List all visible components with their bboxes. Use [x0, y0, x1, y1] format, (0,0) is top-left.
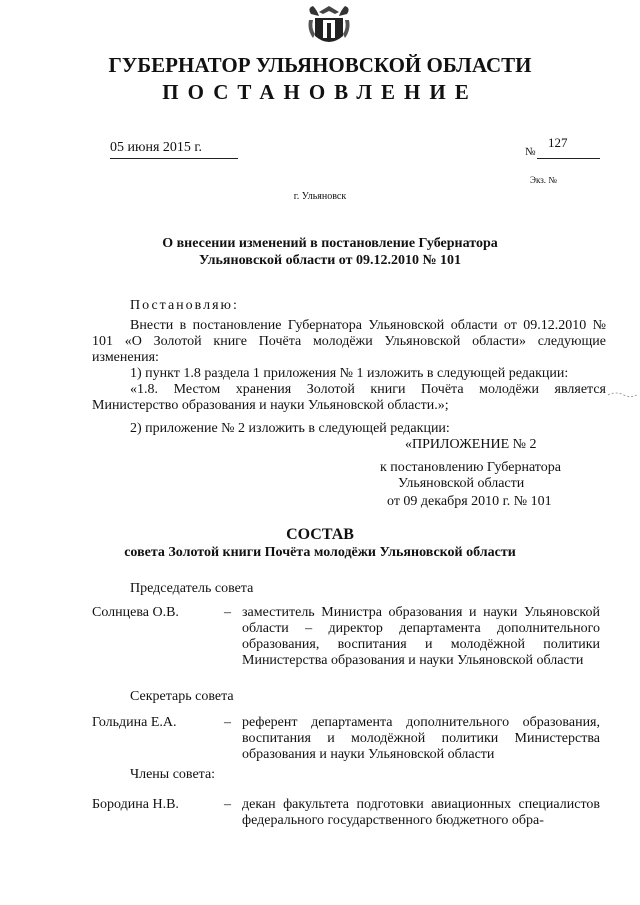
number-underline: [537, 158, 600, 159]
document-number: 127: [548, 135, 568, 150]
secretary-label: Секретарь совета: [130, 689, 234, 704]
member-name: Солнцева О.В.: [92, 605, 179, 620]
member-name: Бородина Н.В.: [92, 797, 179, 812]
appendix-line-4: от 09 декабря 2010 г. № 101: [387, 494, 552, 509]
member-description: заместитель Министра образования и науки Ульяновской области – директор департамента дополнительного образования, воспитания и молодёжной политики Министерства образования и науки Ульяновской области: [242, 605, 600, 668]
margin-mark: [606, 389, 640, 399]
appendix-title: «ПРИЛОЖЕНИЕ № 2: [405, 437, 537, 452]
governor-title: ГУБЕРНАТОР УЛЬЯНОВСКОЙ ОБЛАСТИ: [108, 53, 532, 77]
coat-of-arms-icon: [305, 4, 353, 50]
paragraph-1: Внести в постановление Губернатора Ульяновской области от 09.12.2010 № 101 «О Золотой книге Почёта молодёжи Ульяновской области» следующие изменения:: [92, 318, 606, 365]
appendix-line-3: Ульяновской области: [398, 476, 525, 491]
city: г. Ульяновск: [293, 191, 347, 202]
subject-line-1: О внесении изменений в постановление Губернатора: [162, 236, 498, 251]
composition-title: СОСТАВ: [286, 526, 354, 543]
member-dash: –: [224, 605, 231, 620]
item-1: 1) пункт 1.8 раздела 1 приложения № 1 изложить в следующей редакции:: [130, 366, 569, 381]
appendix-line-2: к постановлению Губернатора: [380, 460, 561, 475]
composition-subtitle: совета Золотой книги Почёта молодёжи Ульяновской области: [124, 545, 516, 560]
member-dash: –: [224, 715, 231, 730]
member-description: референт департамента дополнительного образования, воспитания и молодёжной политики Министерства образования и науки Ульяновской области: [242, 715, 600, 762]
copy-label: Экз. №: [530, 175, 557, 185]
document-type: ПОСТАНОВЛЕНИЕ: [162, 80, 478, 104]
number-label: №: [525, 146, 536, 158]
chair-label: Председатель совета: [130, 581, 254, 596]
member-name: Гольдина Е.А.: [92, 715, 177, 730]
member-dash: –: [224, 797, 231, 812]
member-description: декан факультета подготовки авиационных специалистов федерального государственного бюджетного обра-: [242, 797, 600, 828]
postanovlyayu: Постановляю:: [130, 298, 239, 313]
subject-line-2: Ульяновской области от 09.12.2010 № 101: [198, 253, 462, 268]
paragraph-2: «1.8. Местом хранения Золотой книги Почёта молодёжи является Министерство образования и науки Ульяновской области.»;: [92, 382, 606, 413]
members-label: Члены совета:: [130, 767, 216, 782]
document-subject: [120, 235, 540, 269]
document-date: 05 июня 2015 г.: [110, 140, 238, 159]
item-2: 2) приложение № 2 изложить в следующей редакции:: [130, 421, 450, 436]
